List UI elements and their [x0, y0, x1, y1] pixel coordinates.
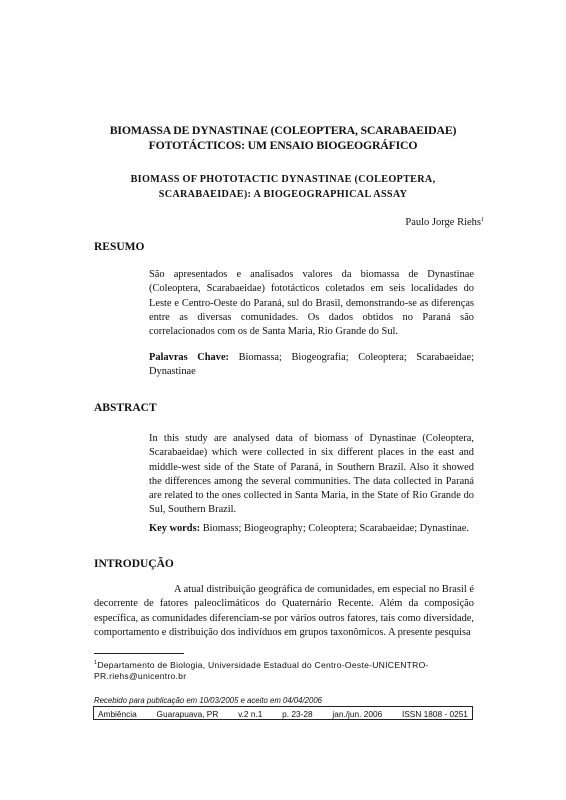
- abstract-keywords-label: Key words:: [149, 523, 201, 534]
- intro-paragraph: A atual distribuição geográfica de comunidades, em especial no Brasil é decorrente de fatores paleoclimáticos do Quaternário Recente. Além da composição específica, as comunidades diferenciam-se por vários outros fatores, tais como diversidade, comportamento e distribuição dos indivíduos em grupos taxonômicos. A presente pesquisa: [94, 584, 474, 638]
- title-en-line-2: SCARABAEIDAE): A BIOGEOGRAPHICAL ASSAY: [158, 189, 408, 200]
- abstract-keywords-list: Biomass; Biogeography; Coleoptera; Scarabaeidae; Dynastinae.: [200, 523, 470, 534]
- footnote-text: Departamento de Biologia, Universidade Estadual do Centro-Oeste-UNICENTRO-PR.riehs@unicentro.br: [94, 660, 429, 681]
- resumo-heading: RESUMO: [94, 241, 145, 253]
- footnote: [94, 658, 474, 682]
- received-note: Recebido para publicação em 10/03/2005 e aceito em 04/04/2006: [94, 696, 323, 705]
- footnote-mark: 1: [94, 660, 98, 666]
- intro-heading: INTRODUÇÃO: [94, 558, 174, 570]
- journal-name: Ambiência: [98, 709, 137, 719]
- author: [405, 217, 484, 228]
- author-name: Paulo Jorge Riehs: [405, 217, 481, 228]
- resumo-text: São apresentados e analisados valores da biomassa de Dynastinae (Coleoptera, Scarabaeidae) fototácticos coletados em seis localidades do Leste e Centro-Oeste do Paraná, sul do Brasil, demonstrando-se as diferenças entre as diversas comunidades. Os dados obtidos no Paraná são correlacionados com os de Santa Maria, Rio Grande do Sul.: [149, 269, 474, 338]
- resumo-keywords-label: Palavras Chave:: [149, 352, 230, 363]
- title-portuguese: [60, 123, 506, 153]
- journal-pages: p. 23-28: [282, 709, 313, 719]
- title-en-line-1: BIOMASS OF PHOTOTACTIC DYNASTINAE (COLEOPTERA,: [130, 174, 436, 185]
- title-english: [60, 172, 506, 202]
- journal-issn: ISSN 1808 - 0251: [401, 709, 468, 719]
- abstract-text: In this study are analysed data of biomass of Dynastinae (Coleoptera, Scarabaeidae) which were collected in six different places in the east and middle-west side of the State of Paraná, in Southern Brazil. Also it showed the differences among the several communities. The data collected in Paraná are related to the ones collected in Santa Maria, in the State of Rio Grande do Sul, Southern Brazil.: [149, 433, 474, 516]
- abstract-keywords: [149, 522, 474, 536]
- footnote-divider: [94, 653, 184, 654]
- resumo-keywords-list: Biomassa; Biogeografia; Coleoptera; Scarabaeidae; Dynastinae: [149, 352, 474, 378]
- abstract-heading: ABSTRACT: [94, 402, 157, 414]
- journal-volume: v.2 n.1: [238, 709, 263, 719]
- author-footnote-mark: 1: [481, 217, 484, 223]
- intro-text: [94, 583, 474, 640]
- journal-info-box: [93, 706, 473, 720]
- title-pt-line-1: BIOMASSA DE DYNASTINAE (COLEOPTERA, SCARABAEIDAE): [109, 123, 457, 137]
- resumo-keywords: [149, 351, 474, 380]
- title-pt-line-2: FOTOTÁCTICOS: UM ENSAIO BIOGEOGRÁFICO: [148, 138, 418, 152]
- journal-place: Guarapuava, PR: [156, 709, 219, 719]
- journal-date: jan./jun. 2006: [332, 709, 383, 719]
